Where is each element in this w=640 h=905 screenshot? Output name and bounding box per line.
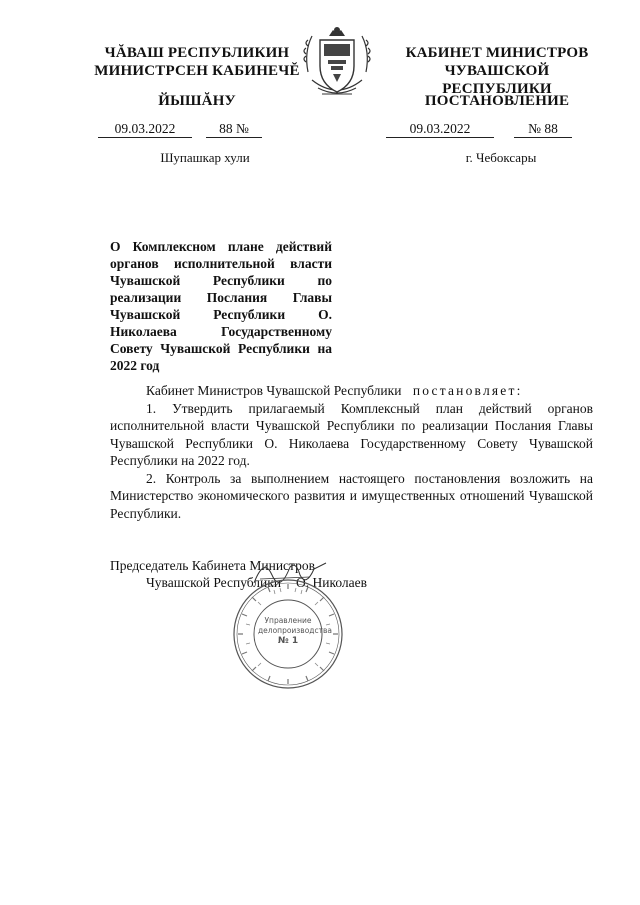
header-right-line2: ЧУВАШСКОЙ РЕСПУБЛИКИ	[442, 63, 552, 97]
stamp-text	[258, 616, 333, 646]
left-city: Шупашкар хули	[160, 150, 250, 165]
left-date: 09.03.2022	[98, 121, 192, 138]
right-date: 09.03.2022	[386, 121, 494, 138]
signature-name: О. Николаев	[296, 575, 368, 590]
intro-verb: постановляет:	[412, 383, 523, 398]
right-city: г. Чебоксары	[465, 150, 537, 165]
header-right-org	[388, 44, 606, 98]
stamp-line3: № 1	[277, 636, 299, 646]
stamp-line1: Управление	[264, 616, 312, 625]
header-left-line2: МИНИСТРСЕН КАБИНЕЧĔ	[94, 63, 300, 79]
header-right-doc-type: ПОСТАНОВЛЕНИЕ	[424, 93, 570, 109]
item-2-paragraph: 2. Контроль за выполнением настоящего постановления возложить на Министерство экономического развития и имущественных отношений Чувашской Республики.	[110, 470, 593, 521]
signature-line2: Чувашской Республики	[146, 575, 282, 590]
header-left-doc-type: ЙЫШĂНУ	[158, 93, 236, 109]
coat-of-arms-emblem	[298, 22, 376, 102]
header-left-line1: ЧĂВАШ РЕСПУБЛИКИН	[104, 45, 290, 61]
header-right-line1: КАБИНЕТ МИНИСТРОВ	[405, 45, 589, 61]
left-number: 88 №	[206, 121, 262, 138]
intro-prefix: Кабинет Министров Чувашской Республики	[146, 383, 402, 398]
header-left-org	[92, 44, 302, 80]
document-title: О Комплексном плане действий органов исполнительной власти Чувашской Республики по реализации Послания Главы Чувашской Республики О. Николаева Государственному Совету Чувашской Республики на 2022 год	[110, 239, 332, 373]
item-1-paragraph: 1. Утвердить прилагаемый Комплексный план действий органов исполнительной власти Чувашской Республики по реализации Послания Главы Чувашской Республики О. Николаева Государственному Совету Чувашской Республики на 2022 год.	[110, 400, 593, 468]
official-stamp	[232, 578, 344, 690]
intro-paragraph	[110, 382, 593, 400]
document-body	[110, 382, 593, 522]
stamp-line2: делопроизводства	[258, 626, 333, 635]
right-number: № 88	[514, 121, 572, 138]
emblem-icon	[298, 22, 376, 102]
signature-line1: Председатель Кабинета Министров	[110, 558, 315, 573]
